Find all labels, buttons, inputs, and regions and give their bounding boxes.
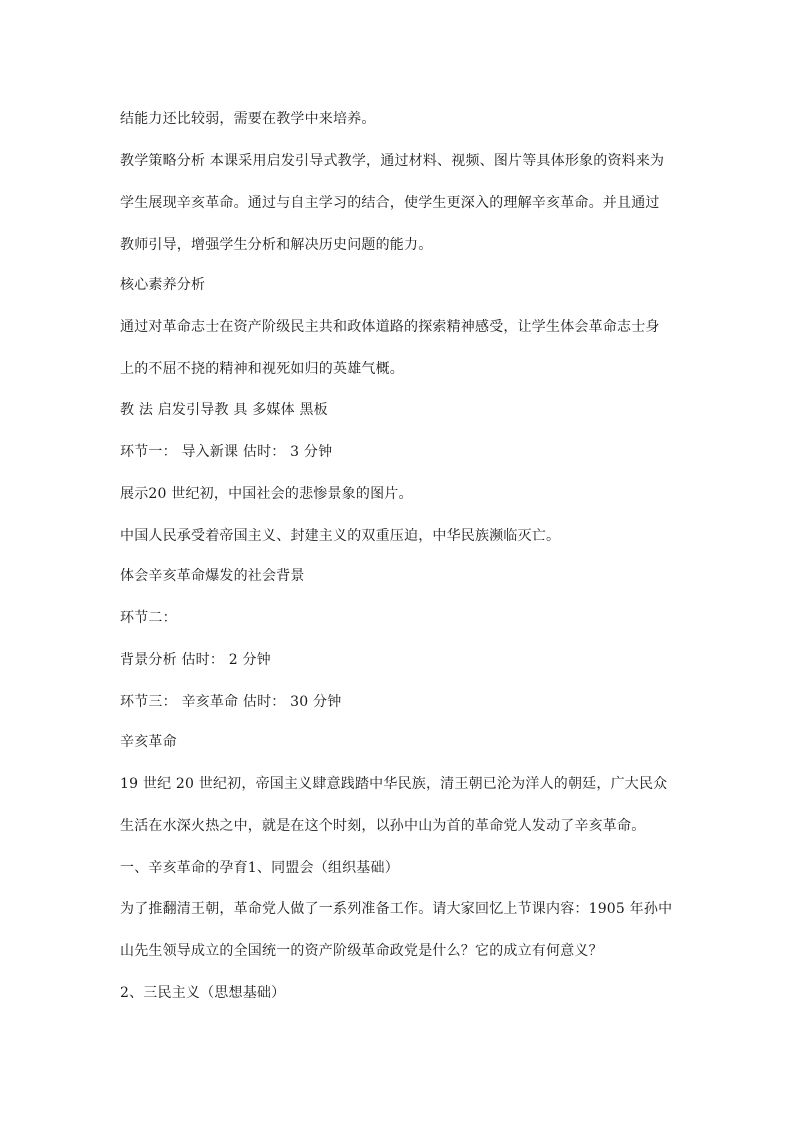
section-heading: 核心素养分析 (120, 277, 206, 293)
text-line: 环节二： (120, 610, 177, 626)
text-line: 背景分析 估时： 2 分钟 (120, 652, 271, 668)
text-line: 展示20 世纪初，中国社会的悲惨景象的图片。 (120, 486, 413, 502)
text-line: 一、辛亥革命的孕育1、同盟会（组织基础） (120, 860, 399, 876)
text-line: 结能力还比较弱，需要在教学中来培养。 (120, 111, 376, 127)
text-line: 环节一： 导入新课 估时： 3 分钟 (120, 444, 333, 460)
text-line: 体会辛亥革命爆发的社会背景 (120, 568, 305, 584)
text-line: 19 世纪 20 世纪初，帝国主义肆意践踏中华民族，清王朝已沦为洋人的朝廷，广大民众 (120, 776, 668, 792)
section-heading: 辛亥革命 (120, 734, 177, 750)
text-line: 中国人民承受着帝国主义、封建主义的双重压迫，中华民族濒临灭亡。 (120, 528, 561, 544)
text-line: 山先生领导成立的全国统一的资产阶级革命政党是什么？它的成立有何意义？ (120, 943, 603, 959)
text-line: 为了推翻清王朝，革命党人做了一系列准备工作。请大家回忆上节课内容：1905 年孙中 (120, 901, 673, 917)
text-line: 上的不屈不挠的精神和视死如归的英雄气概。 (120, 361, 404, 377)
text-line: 2、三民主义（思想基础） (120, 985, 286, 1001)
text-line: 环节三： 辛亥革命 估时： 30 分钟 (120, 694, 342, 710)
text-line: 教学策略分析 本课采用启发引导式教学，通过材料、视频、图片等具体形象的资料来为 (120, 153, 665, 169)
text-line: 学生展现辛亥革命。通过与自主学习的结合，使学生更深入的理解辛亥革命。并且通过 (120, 195, 660, 211)
text-line: 通过对革命志士在资产阶级民主共和政体道路的探索精神感受，让学生体会革命志士身 (120, 319, 660, 335)
text-line: 教师引导，增强学生分析和解决历史问题的能力。 (120, 237, 433, 253)
text-line: 教 法 启发引导教 具 多媒体 黑板 (120, 402, 328, 418)
text-line: 生活在水深火热之中，就是在这个时刻，以孙中山为首的革命党人发动了辛亥革命。 (120, 818, 646, 834)
